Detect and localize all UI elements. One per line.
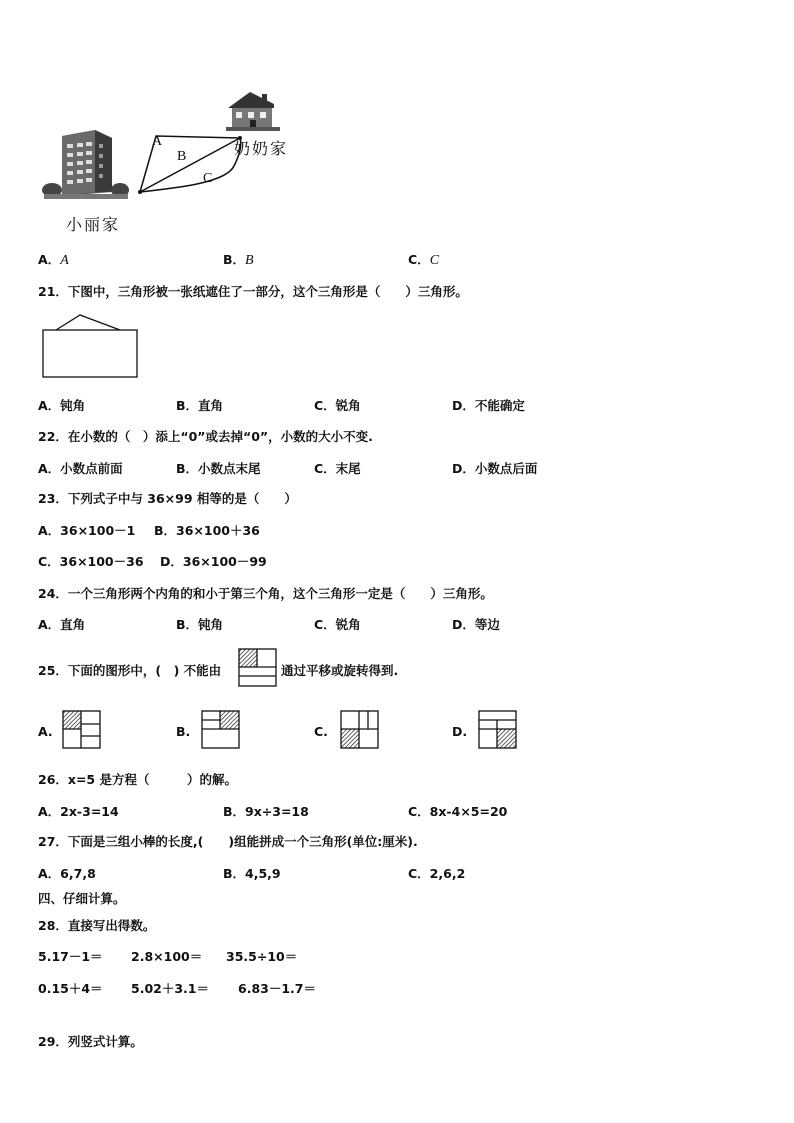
covered-triangle-figure bbox=[42, 312, 140, 380]
q22-text: 22．在小数的（ ）添上“0”或去掉“0”，小数的大小不变. bbox=[38, 429, 373, 444]
q21-option-a[interactable]: A．钝角 bbox=[38, 398, 86, 413]
q20-option-c[interactable]: C．C bbox=[408, 252, 440, 268]
q25-option-c[interactable]: C. bbox=[314, 724, 328, 739]
q22-option-a[interactable]: A．小数点前面 bbox=[38, 461, 123, 476]
q25-option-b-figure[interactable] bbox=[201, 710, 241, 750]
q26-option-b[interactable]: B．9x÷3=18 bbox=[223, 804, 309, 819]
q23-option-b[interactable]: B．36×100＋36 bbox=[154, 523, 260, 538]
q25-text-before: 25．下面的图形中，( ) 不能由 bbox=[38, 663, 222, 678]
q27-option-c[interactable]: C．2,6,2 bbox=[408, 866, 466, 881]
q21-text: 21．下图中，三角形被一张纸遮住了一部分，这个三角形是（ ）三角形。 bbox=[38, 284, 468, 299]
q25-option-c-figure[interactable] bbox=[340, 710, 380, 750]
q21-option-b[interactable]: B．直角 bbox=[176, 398, 224, 413]
route-c-label: C bbox=[203, 171, 213, 186]
q28-item-1[interactable]: 5.17－1＝ bbox=[38, 949, 103, 964]
q25-option-a[interactable]: A. bbox=[38, 724, 53, 739]
q28-item-2[interactable]: 2.8×100＝ bbox=[131, 949, 203, 964]
q27-text: 27．下面是三组小棒的长度,( )组能拼成一个三角形(单位:厘米). bbox=[38, 834, 418, 849]
q25-option-d-figure[interactable] bbox=[478, 710, 518, 750]
q26-option-a[interactable]: A．2x-3=14 bbox=[38, 804, 119, 819]
q25-text-after: 通过平移或旋转得到. bbox=[281, 663, 399, 678]
route-a-label: A bbox=[152, 134, 163, 149]
q20-option-c-value: C bbox=[429, 253, 440, 268]
q22-option-b[interactable]: B．小数点末尾 bbox=[176, 461, 261, 476]
q25-reference-figure bbox=[238, 648, 278, 688]
q24-text: 24．一个三角形两个内角的和小于第三个角，这个三角形一定是（ ）三角形。 bbox=[38, 586, 493, 601]
q25-option-d[interactable]: D. bbox=[452, 724, 468, 739]
q23-option-a[interactable]: A．36×100－1 bbox=[38, 523, 136, 538]
q24-option-d[interactable]: D．等边 bbox=[452, 617, 500, 632]
q24-option-b[interactable]: B．钝角 bbox=[176, 617, 224, 632]
q22-option-c[interactable]: C．末尾 bbox=[314, 461, 361, 476]
q21-option-c[interactable]: C．锐角 bbox=[314, 398, 361, 413]
q23-text: 23．下列式子中与 36×99 相等的是（ ） bbox=[38, 491, 297, 506]
q25-option-b[interactable]: B. bbox=[176, 724, 191, 739]
q24-option-a[interactable]: A．直角 bbox=[38, 617, 86, 632]
q28-item-6[interactable]: 6.83－1.7＝ bbox=[238, 981, 316, 996]
xiaoli-home-label: 小丽家 bbox=[66, 215, 121, 234]
section-heading: 四、仔细计算。 bbox=[38, 891, 126, 906]
q26-text: 26．x=5 是方程（ ）的解。 bbox=[38, 772, 237, 787]
q26-option-c[interactable]: C．8x-4×5=20 bbox=[408, 804, 508, 819]
q29-text: 29．列竖式计算。 bbox=[38, 1034, 143, 1049]
q21-option-d[interactable]: D．不能确定 bbox=[452, 398, 525, 413]
q27-option-b[interactable]: B．4,5,9 bbox=[223, 866, 281, 881]
q22-option-d[interactable]: D．小数点后面 bbox=[452, 461, 538, 476]
grandma-home-label: 奶奶家 bbox=[234, 139, 289, 158]
q28-item-3[interactable]: 35.5÷10＝ bbox=[226, 949, 298, 964]
q20-option-a[interactable]: A．A bbox=[38, 252, 69, 268]
q25-option-a-figure[interactable] bbox=[62, 710, 102, 750]
house-icon bbox=[224, 90, 282, 132]
q28-item-4[interactable]: 0.15＋4＝ bbox=[38, 981, 103, 996]
q23-option-c[interactable]: C．36×100－36 bbox=[38, 554, 144, 569]
q20-option-a-value: A bbox=[60, 253, 69, 268]
q20-option-b[interactable]: B．B bbox=[223, 252, 254, 268]
q28-item-5[interactable]: 5.02＋3.1＝ bbox=[131, 981, 209, 996]
q28-text: 28．直接写出得数。 bbox=[38, 918, 156, 933]
apartment-building-icon bbox=[40, 126, 130, 202]
q23-option-d[interactable]: D．36×100－99 bbox=[160, 554, 267, 569]
q27-option-a[interactable]: A．6,7,8 bbox=[38, 866, 96, 881]
q20-option-b-value: B bbox=[245, 253, 254, 268]
q24-option-c[interactable]: C．锐角 bbox=[314, 617, 361, 632]
route-b-label: B bbox=[177, 149, 187, 164]
